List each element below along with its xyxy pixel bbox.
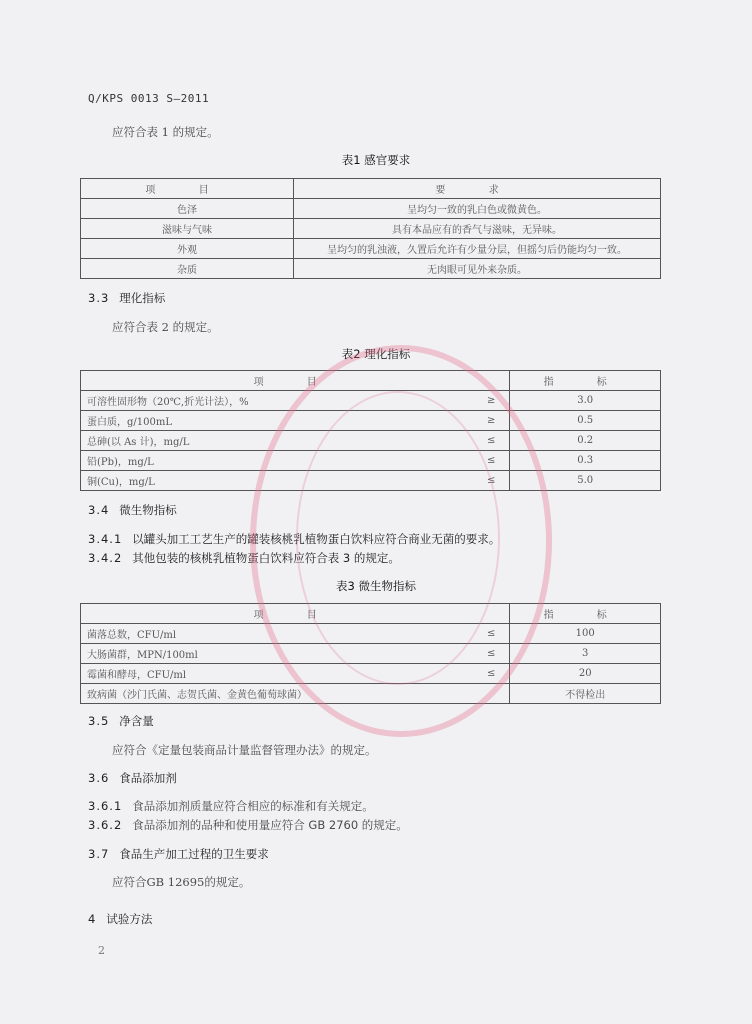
table-cell: 杂质 xyxy=(81,259,294,279)
section-3-4-heading xyxy=(88,502,177,518)
table-row xyxy=(81,684,661,704)
section-3-5-heading xyxy=(88,713,154,729)
section-title: 微生物指标 xyxy=(119,503,177,517)
section-3-6-2 xyxy=(88,817,408,833)
table-row xyxy=(81,431,661,451)
table-cell: 铜(Cu)，mg/L xyxy=(81,471,470,491)
table-cell: 外观 xyxy=(81,239,294,259)
section-3-5-text: 应符合《定量包装商品计量监督管理办法》的规定。 xyxy=(112,743,377,757)
section-3-4-1 xyxy=(88,531,500,547)
section-title: 试验方法 xyxy=(106,912,153,926)
table2 xyxy=(80,370,661,491)
section-title: 净含量 xyxy=(119,714,154,728)
section-title: 理化指标 xyxy=(119,291,166,305)
section-number: 3.7 xyxy=(88,847,110,861)
section-text: 食品添加剂的品种和使用量应符合 GB 2760 的规定。 xyxy=(132,818,408,832)
table-cell: ≤ xyxy=(469,451,510,471)
section-text: 其他包装的核桃乳植物蛋白饮料应符合表 3 的规定。 xyxy=(132,551,400,565)
table-cell: ≤ xyxy=(469,644,510,664)
table2-caption: 表2 理化指标 xyxy=(341,347,411,361)
section-number: 3.4.2 xyxy=(88,551,123,565)
table-cell: 总砷(以 As 计)，mg/L xyxy=(81,431,470,451)
table-cell: 霉菌和酵母，CFU/ml xyxy=(81,664,470,684)
table-cell: 铅(Pb)，mg/L xyxy=(81,451,470,471)
table1-caption: 表1 感官要求 xyxy=(341,153,411,167)
table-cell: 具有本品应有的香气与滋味，无异味。 xyxy=(294,219,661,239)
table-cell: 呈均匀一致的乳白色或微黄色。 xyxy=(294,199,661,219)
page-number: 2 xyxy=(98,944,105,957)
section-number: 3.3 xyxy=(88,291,110,305)
table-header-row xyxy=(81,179,661,199)
table-cell: 菌落总数，CFU/ml xyxy=(81,624,470,644)
table-cell: 3 xyxy=(510,644,661,664)
section-number: 3.4 xyxy=(88,503,110,517)
table-cell: 0.2 xyxy=(510,431,661,451)
column-header: 指 标 xyxy=(510,604,661,624)
table-cell: 20 xyxy=(510,664,661,684)
table-cell: 蛋白质，g/100mL xyxy=(81,411,470,431)
section-3-3-heading xyxy=(88,290,165,306)
table-cell: ≥ xyxy=(469,411,510,431)
table3 xyxy=(80,603,661,704)
table-cell: ≤ xyxy=(469,664,510,684)
column-header: 项 目 xyxy=(81,371,510,391)
table-cell: 致病菌（沙门氏菌、志贺氏菌、金黄色葡萄球菌） xyxy=(81,684,470,704)
section-number: 3.6.1 xyxy=(88,799,123,813)
section-title: 食品生产加工过程的卫生要求 xyxy=(119,847,269,861)
table-row xyxy=(81,411,661,431)
table-row xyxy=(81,219,661,239)
table-cell: 大肠菌群，MPN/100ml xyxy=(81,644,470,664)
section-4-heading xyxy=(88,911,152,927)
table-header-row xyxy=(81,604,661,624)
table-cell: 滋味与气味 xyxy=(81,219,294,239)
section-3-3-text: 应符合表 2 的规定。 xyxy=(112,320,219,334)
table-row xyxy=(81,664,661,684)
section-number: 3.5 xyxy=(88,714,110,728)
table-cell: ≤ xyxy=(469,624,510,644)
section-number: 3.6.2 xyxy=(88,818,123,832)
table-row xyxy=(81,391,661,411)
section-3-7-heading xyxy=(88,846,269,862)
table-cell: ≤ xyxy=(469,431,510,451)
table-cell: 色泽 xyxy=(81,199,294,219)
column-header: 指 标 xyxy=(510,371,661,391)
table-cell: ≤ xyxy=(469,471,510,491)
table-row xyxy=(81,644,661,664)
column-header: 项 目 xyxy=(81,604,510,624)
table-row xyxy=(81,199,661,219)
section-3-4-2 xyxy=(88,550,400,566)
column-header: 要 求 xyxy=(294,179,661,199)
table-cell: 0.5 xyxy=(510,411,661,431)
section-number: 4 xyxy=(88,912,97,926)
intro-text: 应符合表 1 的规定。 xyxy=(112,125,219,139)
section-3-6-heading xyxy=(88,770,177,786)
table-cell: 不得检出 xyxy=(510,684,661,704)
table-row xyxy=(81,624,661,644)
table-cell xyxy=(469,684,510,704)
table-row xyxy=(81,259,661,279)
table3-caption: 表3 微生物指标 xyxy=(336,579,416,593)
section-text: 以罐头加工工艺生产的罐装核桃乳植物蛋白饮料应符合商业无菌的要求。 xyxy=(132,532,501,546)
table1 xyxy=(80,178,661,279)
table-cell: ≥ xyxy=(469,391,510,411)
section-title: 食品添加剂 xyxy=(119,771,177,785)
table-cell: 100 xyxy=(510,624,661,644)
section-3-6-1 xyxy=(88,798,374,814)
table-cell: 0.3 xyxy=(510,451,661,471)
column-header: 项 目 xyxy=(81,179,294,199)
table-row xyxy=(81,471,661,491)
table-cell: 5.0 xyxy=(510,471,661,491)
section-text: 食品添加剂质量应符合相应的标准和有关规定。 xyxy=(132,799,374,813)
table-row xyxy=(81,239,661,259)
table-cell: 无肉眼可见外来杂质。 xyxy=(294,259,661,279)
table-cell: 呈均匀的乳浊液，久置后允许有少量分层，但摇匀后仍能均匀一致。 xyxy=(294,239,661,259)
document-code: Q/KPS 0013 S—2011 xyxy=(88,92,210,105)
table-header-row xyxy=(81,371,661,391)
table-cell: 3.0 xyxy=(510,391,661,411)
table-row xyxy=(81,451,661,471)
table-cell: 可溶性固形物（20℃,折光计法），% xyxy=(81,391,470,411)
section-number: 3.4.1 xyxy=(88,532,123,546)
section-3-7-text: 应符合GB 12695的规定。 xyxy=(112,875,251,889)
section-number: 3.6 xyxy=(88,771,110,785)
